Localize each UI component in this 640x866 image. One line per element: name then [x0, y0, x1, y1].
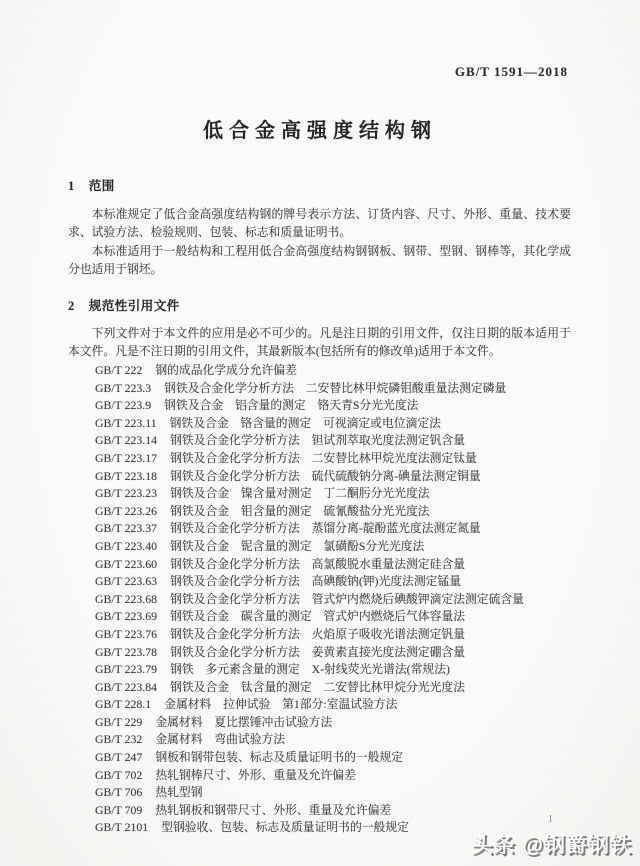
- reference-title: 钢铁及合金化学分析方法 二安替比林甲烷光度法测定钛量: [170, 450, 477, 465]
- reference-title: 钢铁及合金化学分析方法 钽试剂萃取光度法测定钒含量: [170, 433, 465, 448]
- reference-code: GB/T 223.60: [95, 556, 158, 571]
- reference-row: [95, 767, 635, 785]
- page-number: 1: [548, 814, 553, 825]
- reference-row: [95, 784, 635, 802]
- reference-row: [95, 520, 635, 538]
- reference-row: [95, 556, 635, 574]
- reference-row: [95, 573, 635, 591]
- section-title: 范围: [88, 179, 115, 193]
- reference-code: GB/T 223.11: [95, 415, 157, 430]
- reference-code: GB/T 223.63: [95, 574, 158, 589]
- reference-code: GB/T 228.1: [95, 697, 152, 712]
- reference-code: GB/T 232: [95, 732, 143, 747]
- reference-code: GB/T 706: [95, 785, 143, 800]
- reference-code: GB/T 223.9: [95, 398, 152, 413]
- reference-row: [95, 696, 635, 714]
- reference-row: [95, 591, 635, 609]
- reference-title: 钢铁及合金化学分析方法 姜黄素直接光度法测定硼含量: [170, 644, 465, 659]
- section-title: 规范性引用文件: [88, 299, 180, 313]
- reference-title: 金属材料 夏比摆锤冲击试验方法: [155, 714, 333, 729]
- reference-title: 热轧钢棒尺寸、外形、重量及允许偏差: [155, 767, 356, 782]
- section-number: 2: [68, 299, 75, 313]
- reference-row: [95, 362, 635, 380]
- reference-title: 钢铁及合金化学分析方法 二安替比林甲烷磷钼酸重量法测定磷量: [164, 380, 507, 395]
- section-number: 1: [68, 179, 75, 193]
- reference-code: GB/T 223.84: [95, 679, 158, 694]
- reference-title: 热轧钢板和钢带尺寸、外形、重量及允许偏差: [155, 802, 392, 817]
- reference-row: [95, 661, 635, 679]
- normative-references-paragraphs: [68, 324, 571, 361]
- reference-row: [95, 485, 635, 503]
- reference-row: [95, 538, 635, 556]
- reference-code: GB/T 2101: [95, 820, 149, 835]
- section-heading-scope: [68, 176, 115, 194]
- reference-title: 钢铁及合金化学分析方法 高氯酸脱水重量法测定硅含量: [170, 556, 465, 571]
- reference-code: GB/T 223.17: [95, 450, 158, 465]
- reference-row: [95, 679, 635, 697]
- reference-title: 钢铁及合金 碳含量的测定 管式炉内燃烧后气体容量法: [170, 609, 465, 624]
- reference-code: GB/T 223.23: [95, 486, 158, 501]
- reference-title: 热轧型钢: [155, 785, 203, 800]
- reference-code: GB/T 223.3: [95, 380, 152, 395]
- reference-code: GB/T 223.76: [95, 626, 158, 641]
- reference-title: 钢的成品化学成分允许偏差: [155, 363, 297, 377]
- reference-title: 钢铁及合金化学分析方法 硫代硫酸钠分离-碘量法测定铜量: [170, 468, 481, 483]
- reference-title: 钢铁及合金 钼含量的测定 硫氰酸盐分光光度法: [170, 503, 430, 518]
- reference-title: 钢铁及合金 铌含量的测定 氯磺酚S分光光度法: [170, 538, 425, 553]
- reference-row: [95, 450, 635, 468]
- reference-code: GB/T 247: [95, 750, 143, 765]
- reference-row: [95, 608, 635, 626]
- reference-code: GB/T 223.18: [95, 468, 158, 483]
- reference-code: GB/T 223.69: [95, 609, 158, 624]
- reference-row: [95, 644, 635, 662]
- paragraph: 本标准规定了低合金高强度结构钢的牌号表示方法、订货内容、尺寸、外形、重量、技术要求、试验方法、检验规则、包装、标志和质量证明书。: [68, 207, 571, 240]
- reference-code: GB/T 222: [95, 363, 143, 377]
- reference-row: [95, 380, 635, 398]
- scope-paragraphs: [68, 205, 571, 279]
- reference-code: GB/T 223.79: [95, 662, 158, 677]
- reference-title: 钢铁 多元素含量的测定 X-射线荧光光谱法(常规法): [170, 662, 450, 677]
- reference-code: GB/T 223.14: [95, 433, 158, 448]
- reference-code: GB/T 223.40: [95, 538, 158, 553]
- reference-code: GB/T 702: [95, 767, 143, 782]
- reference-title: 钢铁及合金化学分析方法 蒸馏分离-靛酚蓝光度法测定氮量: [170, 521, 481, 536]
- section-heading-normative-references: [68, 296, 180, 314]
- reference-code: GB/T 223.26: [95, 503, 158, 518]
- reference-row: [95, 468, 635, 486]
- reference-row: [95, 714, 635, 732]
- reference-code: GB/T 223.37: [95, 521, 158, 536]
- reference-title: 钢板和钢带包装、标志及质量证明书的一般规定: [155, 750, 404, 765]
- reference-row: [95, 802, 635, 820]
- reference-code: GB/T 229: [95, 714, 143, 729]
- references-list: [95, 362, 635, 837]
- reference-code: GB/T 223.68: [95, 591, 158, 606]
- reference-row: [95, 397, 635, 415]
- reference-row: [95, 503, 635, 521]
- watermark-text: 头条 @钢爵钢铁: [471, 834, 632, 857]
- reference-row: [95, 415, 635, 433]
- reference-row: [95, 731, 635, 749]
- reference-code: GB/T 223.78: [95, 644, 158, 659]
- paragraph: 本标准适用于一般结构和工程用低合金高强度结构钢钢板、钢带、型钢、钢棒等，其化学成分也适用于钢坯。: [68, 243, 571, 277]
- reference-title: 钢铁及合金 镍含量对测定 丁二酮肟分光光度法: [170, 486, 430, 501]
- reference-code: GB/T 709: [95, 802, 143, 817]
- reference-title: 钢铁及合金化学分析方法 管式炉内燃烧后碘酸钾滴定法测定硫含量: [170, 591, 524, 606]
- reference-title: 钢铁及合金 铝含量的测定 铬天青S分光光度法: [164, 398, 419, 413]
- reference-title: 金属材料 拉伸试验 第1部分:室温试验方法: [164, 697, 398, 712]
- reference-row: [95, 626, 635, 644]
- document-title: 低合金高强度结构钢: [203, 120, 437, 142]
- reference-row: [95, 432, 635, 450]
- paragraph: 下列文件对于本文件的应用是必不可少的。凡是注日期的引用文件，仅注日期的版本适用于本文件。凡是不注日期的引用文件，其最新版本(包括所有的修改单)适用于本文件。: [68, 326, 571, 359]
- reference-title: 金属材料 弯曲试验方法: [155, 732, 286, 747]
- reference-title: 钢铁及合金 钛含量的测定 二安替比林甲烷分光光度法: [170, 679, 465, 694]
- standard-number: GB/T 1591—2018: [454, 64, 568, 79]
- reference-title: 钢铁及合金 铬含量的测定 可视滴定或电位滴定法: [169, 415, 441, 430]
- reference-title: 型钢验收、包装、标志及质量证明书的一般规定: [161, 820, 409, 835]
- reference-title: 钢铁及合金化学分析方法 高碘酸钠(钾)光度法测定锰量: [170, 574, 462, 589]
- reference-row: [95, 749, 635, 767]
- reference-title: 钢铁及合金化学分析方法 火焰原子吸收光谱法测定钒量: [170, 626, 465, 641]
